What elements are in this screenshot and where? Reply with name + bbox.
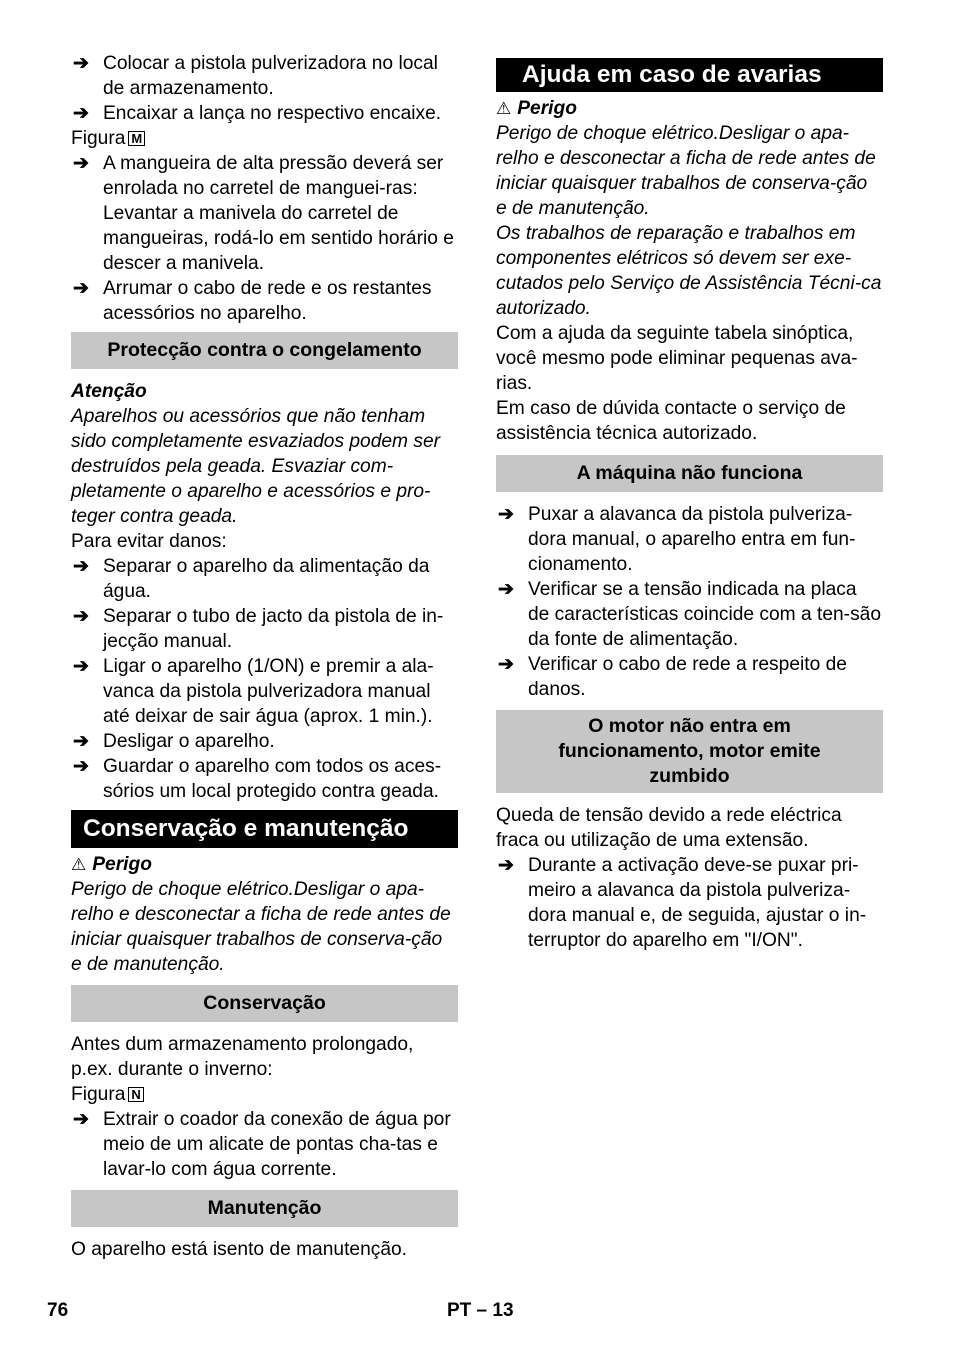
- list-item: ➔ Arrumar o cabo de rede e os restantes acessórios no aparelho.: [73, 278, 432, 324]
- motor-cause-text: Queda de tensão devido a rede eléctrica fraca ou utilização de uma extensão.: [496, 805, 842, 851]
- danger-text-repair: Os trabalhos de reparação e trabalhos em componentes elétricos só devem ser exe-cutados pelo Serviço de Assistência Técni-ca autorizado.: [496, 223, 882, 319]
- attention-text: Aparelhos ou acessórios que não tenham sido completamente esvaziados podem ser destruídos pela geada. Esvaziar com-pletamente o aparelho e acessórios e pro-teger contra geada.: [71, 406, 441, 527]
- maintenance-heading: Manutenção: [71, 1190, 458, 1227]
- list-item: ➔ A mangueira de alta pressão deverá ser enrolada no carretel de manguei-ras: Levantar a manivela do carretel de mangueiras, rodá-lo em sentido horário e descer a manivela.: [73, 153, 454, 274]
- list-item: ➔ Verificar o cabo de rede a respeito de danos.: [498, 654, 847, 700]
- maintenance-text: O aparelho está isento de manutenção.: [71, 1239, 408, 1260]
- motor-hum-heading: O motor não entra em funcionamento, motor emite zumbido: [496, 710, 883, 793]
- figure-reference: Figura N: [71, 1082, 458, 1107]
- arrow-right-icon: ➔: [73, 756, 89, 777]
- list-item: ➔ Separar o aparelho da alimentação da água.: [73, 556, 430, 602]
- figure-reference: Figura M: [71, 126, 458, 151]
- frost-protection-heading: Protecção contra o congelamento: [71, 332, 458, 369]
- conservation-heading: Conservação: [71, 985, 458, 1022]
- list-item: ➔ Durante a activação deve-se puxar pri-meiro a alavanca da pistola pulveriza-dora manual e, de seguida, ajustar o in-terruptor do aparelho em "I/ON".: [498, 855, 867, 951]
- arrow-right-icon: ➔: [498, 504, 514, 525]
- list-item: ➔ Ligar o aparelho (1/ON) e premir a ala-vanca da pistola pulverizadora manual até deixar de sair água (aprox. 1 min.).: [73, 656, 434, 727]
- danger-text: Perigo de choque elétrico.Desligar o apa-relho e desconectar a ficha de rede antes de iniciar quaisquer trabalhos de conserva-ção e de manutenção.: [71, 879, 451, 975]
- page-number: 76: [47, 1300, 69, 1321]
- attention-label: Atenção: [71, 381, 147, 402]
- list-item: ➔ Colocar a pistola pulverizadora no local de armazenamento.: [73, 53, 438, 99]
- arrow-right-icon: ➔: [73, 53, 89, 74]
- arrow-right-icon: ➔: [73, 278, 89, 299]
- conservation-text: Antes dum armazenamento prolongado, p.ex. durante o inverno:: [71, 1034, 414, 1080]
- arrow-right-icon: ➔: [73, 1109, 89, 1130]
- care-maintenance-heading: Conservação e manutenção: [71, 810, 458, 848]
- left-column: [71, 51, 458, 1262]
- list-item: ➔ Desligar o aparelho.: [73, 731, 275, 752]
- arrow-right-icon: ➔: [73, 606, 89, 627]
- warning-triangle-icon: ⚠: [71, 855, 87, 874]
- arrow-right-icon: ➔: [498, 654, 514, 675]
- arrow-right-icon: ➔: [498, 579, 514, 600]
- avoid-damage-intro: Para evitar danos:: [71, 531, 227, 552]
- list-item: ➔ Verificar se a tensão indicada na placa de características coincide com a ten-são da fonte de alimentação.: [498, 579, 882, 650]
- list-item: ➔ Encaixar a lança no respectivo encaixe.: [73, 103, 442, 124]
- list-item: ➔ Guardar o aparelho com todos os aces-sórios um local protegido contra geada.: [73, 756, 442, 802]
- arrow-right-icon: ➔: [73, 656, 89, 677]
- list-item: ➔ Separar o tubo de jacto da pistola de in-jecção manual.: [73, 606, 444, 652]
- troubleshooting-intro: Com a ajuda da seguinte tabela sinóptica, você mesmo pode eliminar pequenas ava-rias.: [496, 323, 858, 394]
- arrow-right-icon: ➔: [73, 731, 89, 752]
- section-page-label: PT – 13: [447, 1300, 514, 1321]
- troubleshooting-heading: Ajuda em caso de avarias: [496, 58, 883, 92]
- contact-service-text: Em caso de dúvida contacte o serviço de assistência técnica autorizado.: [496, 398, 846, 444]
- arrow-right-icon: ➔: [73, 556, 89, 577]
- figure-letter-badge: M: [128, 131, 145, 146]
- warning-triangle-icon: ⚠: [496, 99, 512, 118]
- machine-not-working-heading: A máquina não funciona: [496, 455, 883, 492]
- danger-text: Perigo de choque elétrico.Desligar o apa-relho e desconectar a ficha de rede antes de iniciar quaisquer trabalhos de conserva-ção e de manutenção.: [496, 123, 876, 219]
- list-item: ➔ Puxar a alavanca da pistola pulveriza-dora manual, o aparelho entra em fun-cionamento.: [498, 504, 856, 575]
- danger-label: ⚠ Perigo: [71, 854, 152, 875]
- danger-label: ⚠ Perigo: [496, 98, 577, 119]
- arrow-right-icon: ➔: [73, 103, 89, 124]
- list-item: ➔ Extrair o coador da conexão de água por meio de um alicate de pontas cha-tas e lavar-lo com água corrente.: [73, 1109, 451, 1180]
- arrow-right-icon: ➔: [73, 153, 89, 174]
- right-column: [496, 58, 883, 953]
- figure-letter-badge: N: [128, 1087, 143, 1102]
- arrow-right-icon: ➔: [498, 855, 514, 876]
